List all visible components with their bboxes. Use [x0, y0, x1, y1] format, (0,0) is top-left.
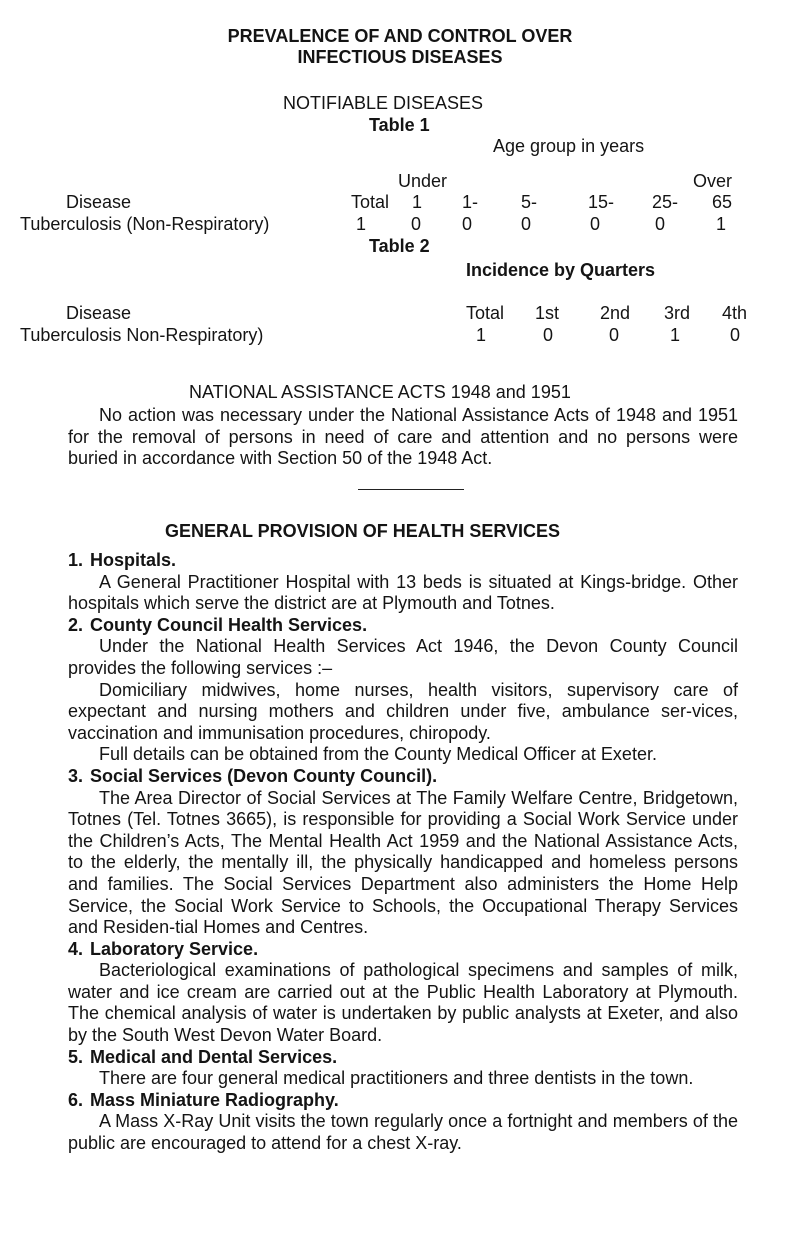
table-1-row-total: 1 — [356, 214, 367, 234]
table-2-cell-1st: 0 — [543, 325, 554, 345]
incidence-header: Incidence by Quarters — [466, 260, 656, 280]
table-1-cell-1: 0 — [462, 214, 473, 234]
table-2-col-2nd: 2nd — [600, 303, 631, 323]
table-1-cell-15: 0 — [590, 214, 601, 234]
general-provision-body — [68, 550, 738, 1155]
section-number: 5. — [68, 1046, 84, 1067]
age-group-header: Age group in years — [493, 136, 645, 156]
section-divider — [358, 489, 464, 490]
age-column-15: 15- — [588, 192, 615, 212]
section-paragraph: Full details can be obtained from the County Medical Officer at Exeter. — [99, 744, 657, 765]
section-county-council-health-services — [68, 615, 738, 766]
national-assistance-text: No action was necessary under the National Assistance Acts of 1948 and 1951 for the removal of persons in need of care and attention and no persons were buried in accordance with Section 50 of the 1948 Act. — [68, 405, 738, 469]
table-1-label: Table 1 — [369, 115, 430, 135]
section-hospitals — [68, 550, 738, 615]
table-2-disease-header: Disease — [66, 303, 132, 323]
section-paragraph: The Area Director of Social Services at The Family Welfare Centre, Bridgetown, Totnes (Tel. Totnes 3665), is responsible for providing a Social Work Service under the Children’s Acts, The Mental Health Act 1959 and the National Assistance Acts, to the elderly, the mentally ill, the physically handicapped and homeless persons and families. The Social Services Department also administers the Home Help Service, the Social Work Service to Schools, the Occupational Therapy Services and Residen-tial Homes and Centres. — [68, 787, 738, 938]
table-2-row-disease: Tuberculosis Non-Respiratory) — [20, 325, 264, 345]
table-2-col-1st: 1st — [535, 303, 560, 323]
table-2-cell-2nd: 0 — [609, 325, 620, 345]
table-1-disease-header: Disease — [66, 192, 132, 212]
section-title: Hospitals. — [90, 550, 177, 570]
section-social-services — [68, 766, 738, 939]
page-title-line-2: INFECTIOUS DISEASES — [297, 47, 503, 67]
section-paragraph: There are four general medical practitioners and three dentists in the town. — [99, 1068, 694, 1089]
table-1-cell-5: 0 — [521, 214, 532, 234]
section-title: Social Services (Devon County Council). — [90, 765, 438, 786]
age-column-under-1: 1 — [412, 192, 423, 212]
section-paragraph: A Mass X-Ray Unit visits the town regularly once a fortnight and members of the public are encouraged to attend for a chest X-ray. — [68, 1111, 738, 1154]
table-1-cell-25: 0 — [655, 214, 666, 234]
section-paragraph: Under the National Health Services Act 1946, the Devon County Council provides the following services :– — [68, 636, 738, 678]
table-2-cell-4th: 0 — [730, 325, 741, 345]
section-number: 1. — [68, 550, 84, 570]
age-column-5: 5- — [521, 192, 538, 212]
section-laboratory-service — [68, 939, 738, 1047]
national-assistance-section — [68, 405, 738, 470]
age-column-25: 25- — [652, 192, 679, 212]
section-number: 4. — [68, 938, 84, 959]
table-2-col-total: Total — [466, 303, 505, 323]
section-number: 3. — [68, 765, 84, 786]
page-title-line-1: PREVALENCE OF AND CONTROL OVER — [227, 26, 573, 46]
section-title: County Council Health Services. — [90, 614, 368, 635]
table-2-label: Table 2 — [369, 236, 430, 256]
section-title: Medical and Dental Services. — [90, 1046, 338, 1067]
age-over-label: Over — [693, 171, 733, 191]
table-1-total-header: Total — [351, 192, 390, 212]
section-mass-miniature-radiography — [68, 1090, 738, 1155]
section-paragraph: A General Practitioner Hospital with 13 beds is situated at Kings-bridge. Other hospitals which serve the district are at Plymouth and Totnes. — [68, 571, 738, 614]
table-1-row-disease: Tuberculosis (Non-Respiratory) — [20, 214, 270, 234]
age-column-over-65: 65 — [712, 192, 733, 212]
table-2-cell-total: 1 — [476, 325, 487, 345]
section-number: 6. — [68, 1089, 84, 1110]
age-under-label: Under — [398, 171, 448, 191]
notifiable-diseases-heading: NOTIFIABLE DISEASES — [283, 93, 484, 113]
section-title: Mass Miniature Radiography. — [90, 1089, 339, 1110]
section-medical-and-dental-services — [68, 1047, 738, 1090]
table-2-col-3rd: 3rd — [664, 303, 691, 323]
table-2-col-4th: 4th — [722, 303, 748, 323]
section-paragraph: Bacteriological examinations of pathological specimens and samples of milk, water and ice cream are carried out at the Public Health Laboratory at Plymouth. The chemical analysis of water is undertaken by public analysts at Exeter, and also by the South West Devon Water Board. — [68, 960, 738, 1046]
table-1-cell-over-65: 1 — [716, 214, 727, 234]
age-column-1: 1- — [462, 192, 479, 212]
section-title: Laboratory Service. — [90, 938, 259, 959]
section-number: 2. — [68, 614, 84, 635]
general-provision-heading: GENERAL PROVISION OF HEALTH SERVICES — [165, 521, 561, 541]
table-1-cell-under-1: 0 — [411, 214, 422, 234]
table-2-cell-3rd: 1 — [670, 325, 681, 345]
section-paragraph: Domiciliary midwives, home nurses, health visitors, supervisory care of expectant and nursing mothers and children under five, ambulance ser-vices, vaccination and immunisation procedures, chiropody. — [68, 679, 738, 743]
national-assistance-heading: NATIONAL ASSISTANCE ACTS 1948 and 1951 — [189, 382, 571, 402]
